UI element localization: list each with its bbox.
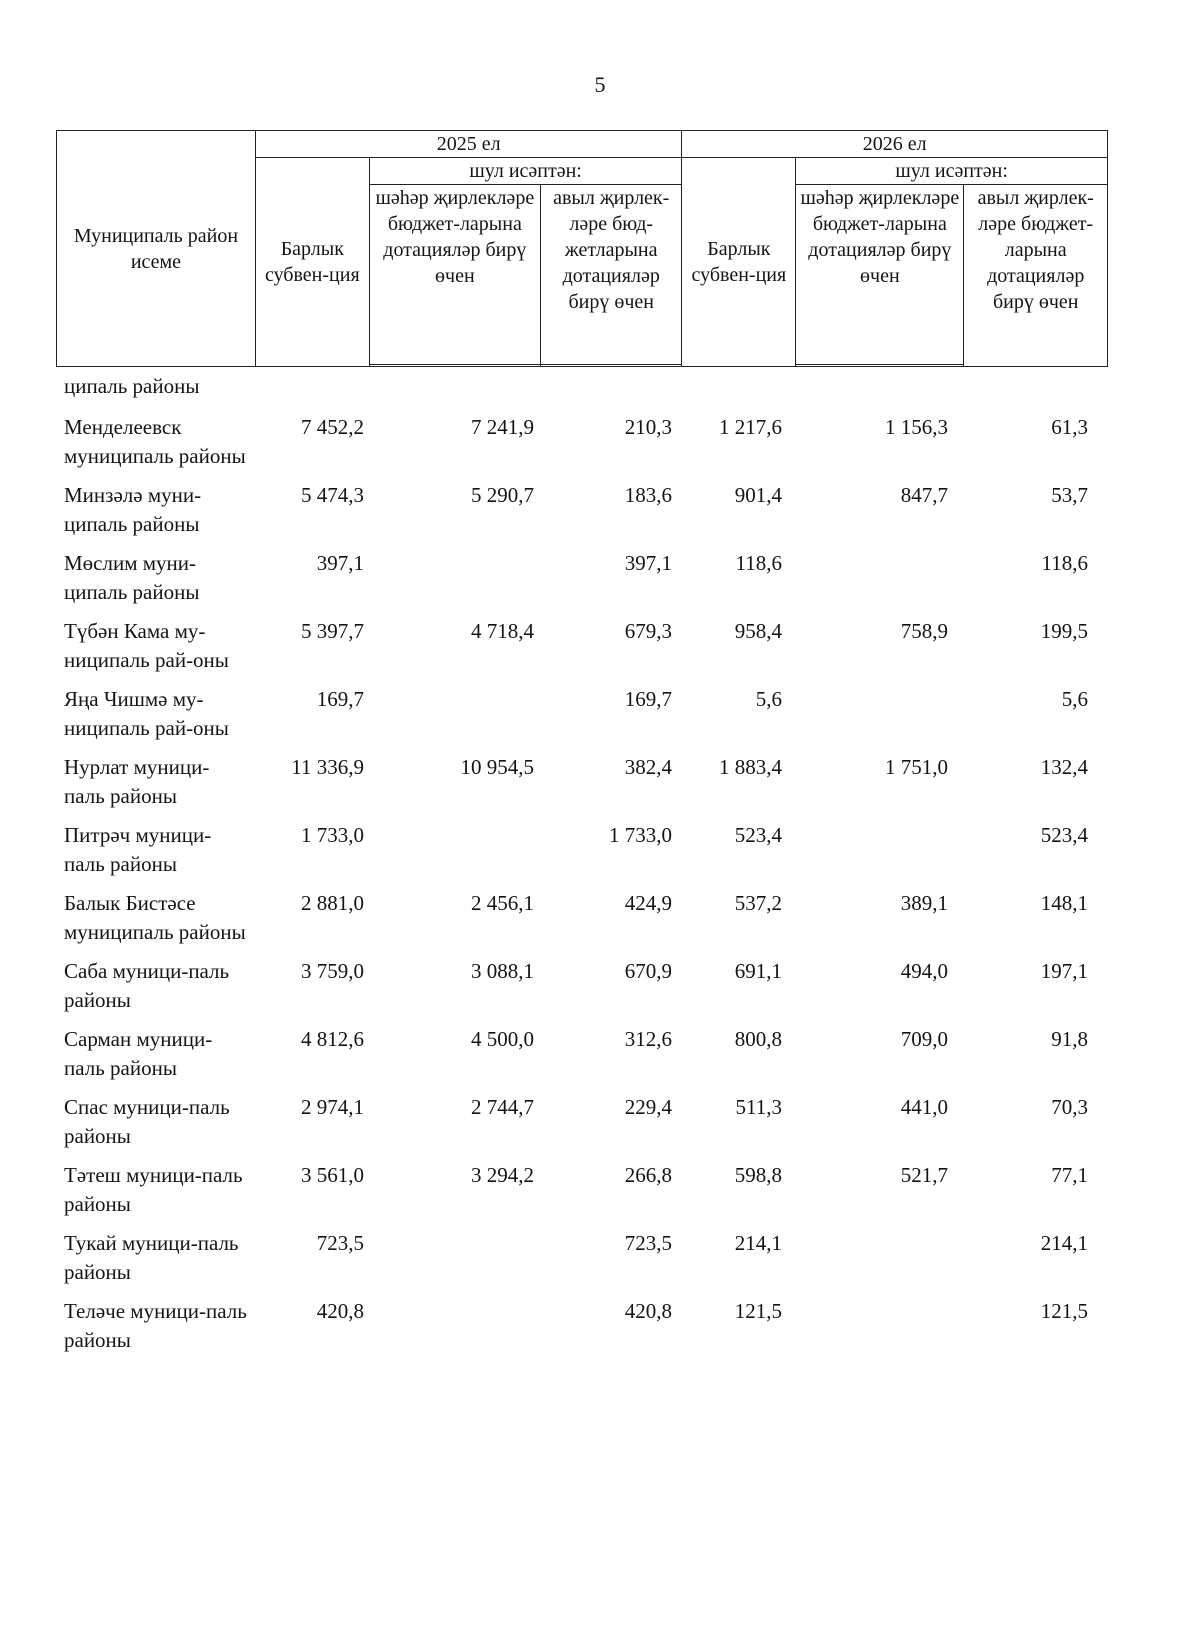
rural-settlements-2026: 61,3 (1051, 415, 1088, 439)
rural-settlements-2025: 382,4 (624, 755, 672, 779)
rural-settlements-2026: 132,4 (1040, 755, 1088, 779)
city-settlements-2025: 3 294,2 (471, 1163, 534, 1187)
city-settlements-2025: 4 500,0 (471, 1027, 534, 1051)
header-city-settlements-2025: шәһәр җирлекләре бюджет-ларына дотацияләр бирү өчен (369, 185, 540, 365)
city-settlements-2026: 847,7 (900, 483, 948, 507)
rural-settlements-2026: 214,1 (1040, 1231, 1088, 1255)
district-name: Теләче муници-паль районы (64, 1299, 247, 1352)
page-number: 5 (594, 72, 606, 97)
rural-settlements-2026: 199,5 (1040, 619, 1088, 643)
table-row (56, 1093, 1108, 1151)
rural-settlements-2025: 397,1 (624, 551, 672, 575)
total-subvention-2025: 3 561,0 (301, 1163, 364, 1187)
total-subvention-2026: 523,4 (734, 823, 782, 847)
table-row (56, 1229, 1108, 1287)
total-subvention-2025: 397,1 (316, 551, 364, 575)
table-row (56, 1161, 1108, 1219)
district-name: Мөслим муни-ципаль районы (64, 551, 200, 604)
total-subvention-2025: 7 452,2 (301, 415, 364, 439)
rural-settlements-2025: 424,9 (624, 891, 672, 915)
city-settlements-2025: 3 088,1 (471, 959, 534, 983)
header-rural-settlements-2025: авыл җирлек-ләре бюд-жетларына дотацияләр бирү өчен (540, 185, 682, 365)
rural-settlements-2026: 523,4 (1040, 823, 1088, 847)
table-row (56, 889, 1108, 947)
rural-settlements-2025: 679,3 (624, 619, 672, 643)
rural-settlements-2026: 77,1 (1051, 1163, 1088, 1187)
total-subvention-2025: 11 336,9 (291, 755, 364, 779)
city-settlements-2025: 2 744,7 (471, 1095, 534, 1119)
table-body (56, 372, 1108, 1365)
header-total-subvention-2026: Барлык субвен-ция (682, 158, 796, 367)
table-row (56, 372, 1108, 401)
table-row (56, 481, 1108, 539)
rural-settlements-2025: 670,9 (624, 959, 672, 983)
district-name: Балык Бистәсе муниципаль районы (64, 891, 246, 944)
district-name: Түбән Кама му-ниципаль рай-оны (64, 619, 229, 672)
total-subvention-2025: 723,5 (316, 1231, 364, 1255)
total-subvention-2026: 1 883,4 (719, 755, 782, 779)
total-subvention-2026: 214,1 (734, 1231, 782, 1255)
rural-settlements-2025: 420,8 (624, 1299, 672, 1323)
city-settlements-2026: 709,0 (900, 1027, 948, 1051)
rural-settlements-2026: 53,7 (1051, 483, 1088, 507)
rural-settlements-2025: 723,5 (624, 1231, 672, 1255)
table-row (56, 617, 1108, 675)
district-name: Тукай муници-паль районы (64, 1231, 239, 1284)
total-subvention-2025: 2 881,0 (301, 891, 364, 915)
total-subvention-2026: 958,4 (734, 619, 782, 643)
rural-settlements-2025: 1 733,0 (609, 823, 672, 847)
rural-settlements-2025: 229,4 (624, 1095, 672, 1119)
city-settlements-2026: 1 156,3 (885, 415, 948, 439)
table-row (56, 413, 1108, 471)
total-subvention-2025: 5 474,3 (301, 483, 364, 507)
city-settlements-2026: 389,1 (900, 891, 948, 915)
header-year-2025: 2025 ел (255, 131, 682, 158)
total-subvention-2025: 3 759,0 (301, 959, 364, 983)
total-subvention-2025: 420,8 (316, 1299, 364, 1323)
total-subvention-2026: 691,1 (734, 959, 782, 983)
table-row (56, 821, 1108, 879)
header-year-2026: 2026 ел (682, 131, 1108, 158)
rural-settlements-2025: 210,3 (624, 415, 672, 439)
table-row (56, 549, 1108, 607)
rural-settlements-2026: 121,5 (1040, 1299, 1088, 1323)
table-row (56, 957, 1108, 1015)
total-subvention-2026: 537,2 (734, 891, 782, 915)
city-settlements-2026: 441,0 (900, 1095, 948, 1119)
rural-settlements-2026: 70,3 (1051, 1095, 1088, 1119)
rural-settlements-2025: 312,6 (624, 1027, 672, 1051)
total-subvention-2025: 2 974,1 (301, 1095, 364, 1119)
rural-settlements-2025: 266,8 (624, 1163, 672, 1187)
total-subvention-2026: 598,8 (734, 1163, 782, 1187)
rural-settlements-2026: 5,6 (1061, 687, 1088, 711)
table-row (56, 753, 1108, 811)
city-settlements-2025: 7 241,9 (471, 415, 534, 439)
district-name: Сарман муници-паль районы (64, 1027, 213, 1080)
total-subvention-2026: 5,6 (755, 687, 782, 711)
district-name: Питрәч муници-паль районы (64, 823, 212, 876)
total-subvention-2025: 1 733,0 (301, 823, 364, 847)
rural-settlements-2025: 183,6 (624, 483, 672, 507)
total-subvention-2026: 118,6 (735, 551, 782, 575)
district-name: Нурлат муници-паль районы (64, 755, 210, 808)
header-including-2026: шул исәптән: (796, 158, 1108, 185)
city-settlements-2025: 2 456,1 (471, 891, 534, 915)
city-settlements-2026: 494,0 (900, 959, 948, 983)
total-subvention-2025: 169,7 (316, 687, 364, 711)
city-settlements-2026: 521,7 (900, 1163, 948, 1187)
total-subvention-2026: 1 217,6 (719, 415, 782, 439)
total-subvention-2026: 511,3 (735, 1095, 782, 1119)
district-name: Минзәлә муни-ципаль районы (64, 483, 202, 536)
total-subvention-2026: 800,8 (734, 1027, 782, 1051)
district-name: ципаль районы (64, 374, 200, 398)
district-name: Тәтеш муници-паль районы (64, 1163, 243, 1216)
district-name: Менделеевск муниципаль районы (64, 415, 246, 468)
header-total-subvention-2025: Барлык субвен-ция (255, 158, 369, 367)
district-name: Саба муници-паль районы (64, 959, 230, 1012)
total-subvention-2025: 4 812,6 (301, 1027, 364, 1051)
table-row (56, 1025, 1108, 1083)
district-name: Яңа Чишмә му-ниципаль рай-оны (64, 687, 229, 740)
city-settlements-2025: 5 290,7 (471, 483, 534, 507)
city-settlements-2026: 1 751,0 (885, 755, 948, 779)
city-settlements-2026: 758,9 (900, 619, 948, 643)
table-row (56, 685, 1108, 743)
table-row (56, 1297, 1108, 1355)
total-subvention-2026: 121,5 (734, 1299, 782, 1323)
total-subvention-2026: 901,4 (734, 483, 782, 507)
header-city-settlements-2026: шәһәр җирлекләре бюджет-ларына дотацияләр бирү өчен (796, 185, 964, 365)
header-including-2025: шул исәптән: (369, 158, 682, 185)
district-name: Спас муници-паль районы (64, 1095, 230, 1148)
rural-settlements-2026: 118,6 (1041, 551, 1088, 575)
table-header (56, 130, 1108, 367)
rural-settlements-2025: 169,7 (624, 687, 672, 711)
total-subvention-2025: 5 397,7 (301, 619, 364, 643)
rural-settlements-2026: 197,1 (1040, 959, 1088, 983)
rural-settlements-2026: 148,1 (1040, 891, 1088, 915)
header-rural-settlements-2026: авыл җирлек-ләре бюджет-ларына дотацияләр бирү өчен (964, 185, 1108, 367)
rural-settlements-2026: 91,8 (1051, 1027, 1088, 1051)
city-settlements-2025: 4 718,4 (471, 619, 534, 643)
city-settlements-2025: 10 954,5 (460, 755, 534, 779)
header-municipal-district-name: Муниципаль район исеме (57, 131, 256, 367)
